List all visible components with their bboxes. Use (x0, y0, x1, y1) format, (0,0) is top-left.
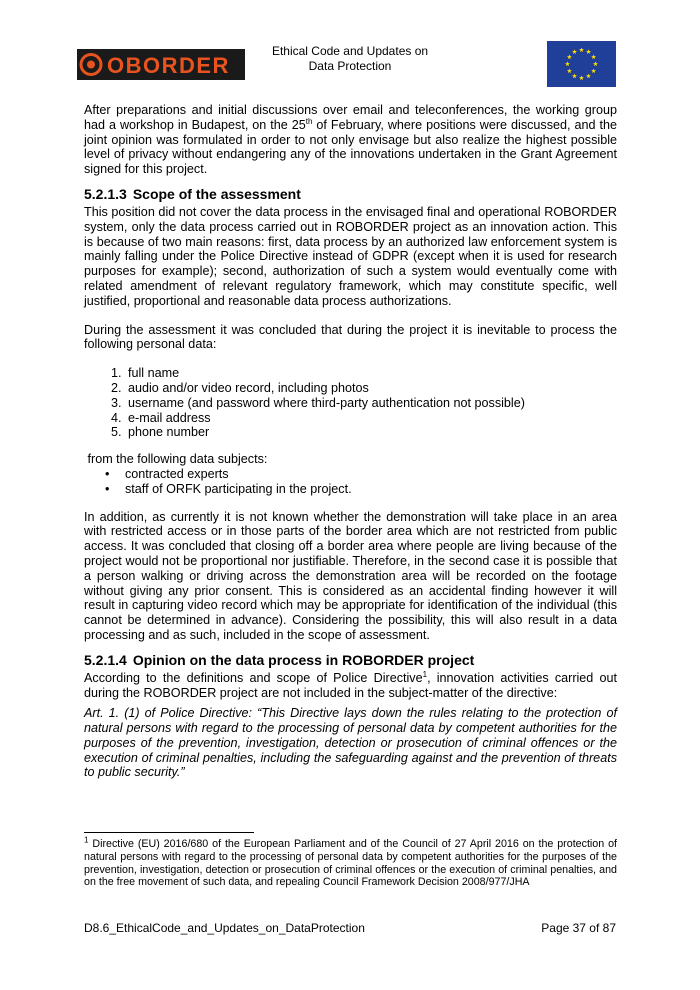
list-item: 2. audio and/or video record, including photos (125, 381, 617, 396)
footer-document-name: D8.6_EthicalCode_and_Updates_on_DataProtection (84, 921, 365, 935)
subjects-intro: from the following data subjects: (87, 452, 268, 467)
personal-data-list (84, 366, 617, 440)
intro-paragraph: After preparations and initial discussions over email and teleconferences, the working group had a workshop in Budapest, on the 25th of February, where positions were discussed, and the joint opinion was formulated in order to not only envisage but also realize the highest possible level of privacy without endangering any of the innovations undertaken in the Grant Agreement signed for this project. (84, 103, 617, 177)
section-heading-scope: 5.2.1.3 Scope of the assessment (84, 185, 301, 202)
scope-paragraph-2: During the assessment it was concluded that during the project it is inevitable to process the following personal data: (84, 322, 617, 352)
footnote-ref[interactable]: 1 (422, 669, 428, 679)
list-item: • staff of ORFK participating in the project. (105, 482, 617, 497)
footer-page-number: Page 37 of 87 (541, 921, 616, 935)
header-title-line2: Data Protection (308, 59, 392, 73)
main-content (84, 103, 617, 780)
list-item: 1. full name (125, 366, 617, 381)
roborder-logo (77, 49, 245, 80)
scope-paragraph-3: In addition, as currently it is not known whether the demonstration will take place in an area with restricted access or in those parts of the border area which are not restricted from public access. It was concluded that closing off a border area where people are living because of the project would not be proportional nor justifiable. Therefore, in the second case it is possible that a person walking or driving across the demonstration area will be recorded on the footage without giving any prior consent. This is considered as an accidental finding however it will result in capturing video record which may be appropriate for identification of the individual (this cannot be determined in advance). Considering the possibility, this will also result in a data processing and as such, included in the scope of assessment. (84, 509, 617, 642)
section-heading-opinion: 5.2.1.4 Opinion on the data process in ROBORDER project (84, 651, 475, 668)
header-title (250, 44, 450, 74)
scope-paragraph-1: This position did not cover the data process in the envisaged final and operational ROBORDER system, only the data process carried out in ROBORDER project as an innovation action. This is because of two main reasons: first, data process by an authorized law enforcement system is mainly falling under the Police Directive instead of GDPR (except when it is used for research purposes for example); second, authorization of such a system would eventually come with related amendment of relevant regulatory framework, which may constitute specific, well justified, proportional and reasonable data process authorizations. (84, 204, 617, 308)
list-item: 4. e-mail address (125, 411, 617, 426)
list-item: • contracted experts (105, 467, 617, 482)
data-subjects-list (84, 467, 617, 497)
list-item: 5. phone number (125, 425, 617, 440)
svg-text:OBORDER: OBORDER (107, 53, 230, 78)
footnote: $^1$ Directive (EU) 2016/680 of the European Parliament and of the Council of 27 April 2016 on the protection of natural persons with regard to the processing of personal data by competent authorities for the purposes of the prevention, investigation, detection or prosecution of criminal offences or the execution of criminal penalties, and on the free movement of such data, and repealing Council Framework Decision 2008/977/JHA (84, 835, 617, 889)
eu-flag-icon (547, 41, 616, 87)
footnote-divider (84, 832, 254, 833)
opinion-paragraph-1: According to the definitions and scope of Police Directive$^1$, innovation activities carried out during the ROBORDER project are not included in the subject-matter of the directive: (84, 669, 618, 700)
header-title-line1: Ethical Code and Updates on (271, 44, 429, 58)
list-item: 3. username (and password where third-party authentication not possible) (125, 396, 617, 411)
directive-quote: Art. 1. (1) of Police Directive: “This Directive lays down the rules relating to the protection of natural persons with regard to the processing of personal data by competent authorities for the purposes of the prevention, investigation, detection or prosecution of criminal offences or the execution of criminal penalties, including the safeguarding against and the prevention of threats to public security.” (84, 706, 617, 780)
